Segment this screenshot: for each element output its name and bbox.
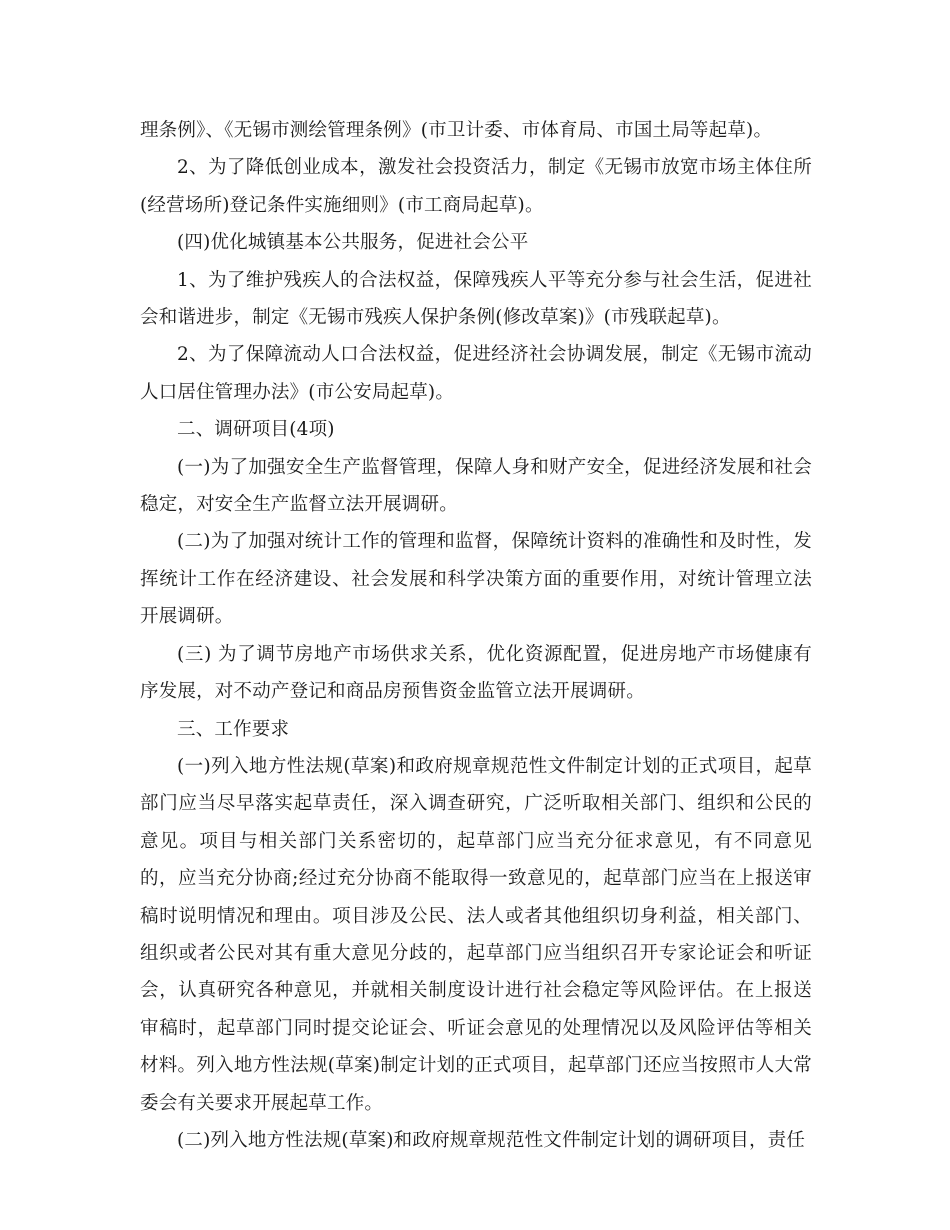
paragraph-research-3: (三) 为了调节房地产市场供求关系，优化资源配置，促进房地产市场健康有序发展，对不动产登记和商品房预售资金监管立法开展调研。 xyxy=(140,643,812,703)
paragraph-continuation: 理条例》、《无锡市测绘管理条例》(市卫计委、市体育局、市国土局等起草)。 xyxy=(140,120,773,141)
paragraph-item-2-business-cost: 2、为了降低创业成本，激发社会投资活力，制定《无锡市放宽市场主体住所(经营场所)登记条件实施细则》(市工商局起草)。 xyxy=(140,157,812,216)
paragraph-item-1-disabled-rights: 1、为了维护残疾人的合法权益，保障残疾人平等充分参与社会生活，促进社会和谐进步，制定《无锡市残疾人保护条例(修改草案)》(市残联起草)。 xyxy=(140,269,812,329)
paragraph-research-2: (二)为了加强对统计工作的管理和监督，保障统计资料的准确性和及时性，发挥统计工作在经济建设、社会发展和科学决策方面的重要作用，对统计管理立法开展调研。 xyxy=(140,531,812,628)
section-heading-work-requirements: 三、工作要求 xyxy=(177,718,290,740)
paragraph-requirement-2: (二)列入地方性法规(草案)和政府规章规范性文件制定计划的调研项目，责任 xyxy=(177,1129,806,1151)
section-heading-research-projects: 二、调研项目(4项) xyxy=(177,419,335,441)
paragraph-requirement-1: (一)列入地方性法规(草案)和政府规章规范性文件制定计划的正式项目，起草部门应当尽早落实起草责任，深入调查研究，广泛听取相关部门、组织和公民的意见。项目与相关部门关系密切的，起草部门应当充分征求意见，有不同意见的，应当充分协商;经过充分协商不能取得一致意见的，起草部门应当在上报送审稿时说明情况和理由。项目涉及公民、法人或者其他组织切身利益，相关部门、组织或者公民对其有重大意见分歧的，起草部门应当组织召开专家论证会和听证会，认真研究各种意见，并就相关制度设计进行社会稳定等风险评估。在上报送审稿时，起草部门同时提交论证会、听证会意见的处理情况以及风险评估等相关材料。列入地方性法规(草案)制定计划的正式项目，起草部门还应当按照市人大常委会有关要求开展起草工作。 xyxy=(140,755,812,1114)
paragraph-research-1: (一)为了加强安全生产监督管理，保障人身和财产安全，促进经济发展和社会稳定，对安全生产监督立法开展调研。 xyxy=(140,456,812,516)
paragraph-item-2-floating-population: 2、为了保障流动人口合法权益，促进经济社会协调发展，制定《无锡市流动人口居住管理办法》(市公安局起草)。 xyxy=(140,344,812,403)
section-heading-4: (四)优化城镇基本公共服务，促进社会公平 xyxy=(177,232,529,254)
document-body xyxy=(140,112,812,1159)
